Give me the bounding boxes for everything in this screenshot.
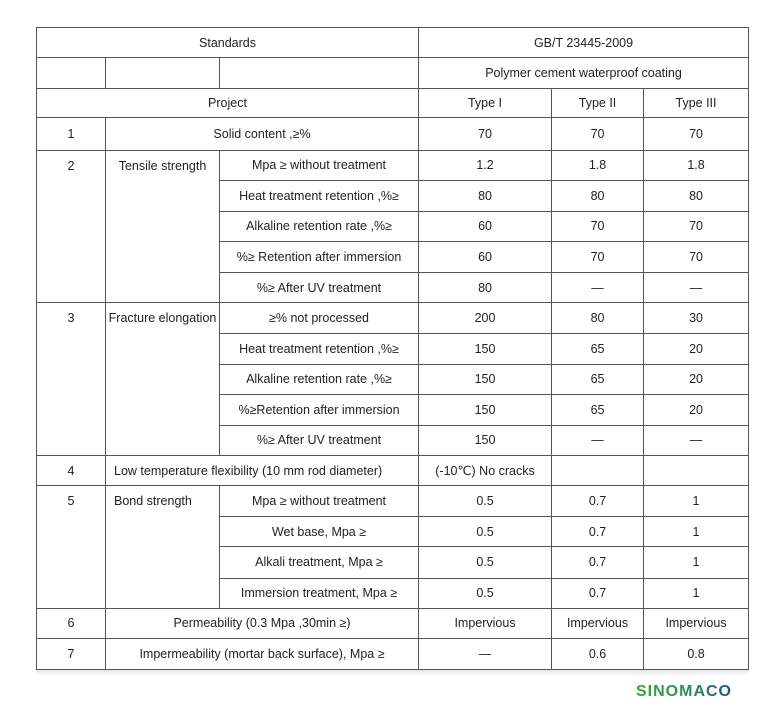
- value-cell: 0.7: [552, 517, 644, 547]
- condition-cell: Heat treatment retention ,%≥: [220, 180, 419, 211]
- row-number: 5: [37, 486, 106, 609]
- empty-cell: [37, 58, 106, 89]
- condition-cell: Immersion treatment, Mpa ≥: [220, 578, 419, 608]
- value-cell: —: [644, 273, 749, 303]
- value-cell: 80: [552, 180, 644, 211]
- condition-cell: Alkali treatment, Mpa ≥: [220, 547, 419, 578]
- value-cell: (-10℃) No cracks: [419, 455, 552, 485]
- logo-text: SINOMACO: [636, 683, 732, 700]
- group-name: Fracture elongation: [106, 303, 220, 456]
- table-row: [37, 150, 749, 180]
- empty-cell: [552, 455, 644, 485]
- value-cell: 65: [552, 364, 644, 394]
- standard-code: GB/T 23445-2009: [419, 28, 749, 58]
- value-cell: 150: [419, 364, 552, 394]
- standards-label: Standards: [37, 28, 419, 58]
- value-cell: 20: [644, 394, 749, 425]
- empty-cell: [220, 58, 419, 89]
- product-name: Polymer cement waterproof coating: [419, 58, 749, 89]
- project-label: Project: [37, 89, 419, 118]
- condition-cell: Alkaline retention rate ,%≥: [220, 211, 419, 241]
- sinomaco-logo: [626, 680, 742, 700]
- value-cell: 150: [419, 425, 552, 455]
- table-row: [37, 608, 749, 638]
- condition-cell: Mpa ≥ without treatment: [220, 486, 419, 517]
- value-cell: 80: [552, 303, 644, 334]
- value-cell: 150: [419, 334, 552, 364]
- value-cell: 80: [419, 180, 552, 211]
- value-cell: 30: [644, 303, 749, 334]
- value-cell: 0.5: [419, 578, 552, 608]
- condition-cell: %≥ Retention after immersion: [220, 241, 419, 272]
- value-cell: 0.7: [552, 578, 644, 608]
- row-number: 4: [37, 455, 106, 485]
- value-cell: —: [552, 273, 644, 303]
- value-cell: 80: [419, 273, 552, 303]
- item-name: Permeability (0.3 Mpa ,30min ≥): [106, 608, 419, 638]
- value-cell: 65: [552, 334, 644, 364]
- empty-cell: [106, 58, 220, 89]
- value-cell: 0.7: [552, 486, 644, 517]
- value-cell: 200: [419, 303, 552, 334]
- value-cell: 0.5: [419, 486, 552, 517]
- table-shadow: [36, 670, 748, 676]
- value-cell: 1: [644, 547, 749, 578]
- condition-cell: %≥ After UV treatment: [220, 273, 419, 303]
- condition-cell: Alkaline retention rate ,%≥: [220, 364, 419, 394]
- type-header: Type II: [552, 89, 644, 118]
- value-cell: 60: [419, 241, 552, 272]
- value-cell: 60: [419, 211, 552, 241]
- value-cell: 70: [419, 118, 552, 150]
- value-cell: 1: [644, 517, 749, 547]
- condition-cell: Heat treatment retention ,%≥: [220, 334, 419, 364]
- row-number: 6: [37, 608, 106, 638]
- value-cell: 0.6: [552, 638, 644, 669]
- condition-cell: Mpa ≥ without treatment: [220, 150, 419, 180]
- value-cell: 1: [644, 486, 749, 517]
- value-cell: 1: [644, 578, 749, 608]
- value-cell: 1.8: [644, 150, 749, 180]
- value-cell: —: [552, 425, 644, 455]
- value-cell: Impervious: [644, 608, 749, 638]
- value-cell: Impervious: [552, 608, 644, 638]
- value-cell: 70: [552, 211, 644, 241]
- empty-cell: [644, 455, 749, 485]
- item-name: Impermeability (mortar back surface), Mpa ≥: [106, 638, 419, 669]
- row-number: 2: [37, 150, 106, 303]
- value-cell: 80: [644, 180, 749, 211]
- value-cell: 0.8: [644, 638, 749, 669]
- type-header: Type I: [419, 89, 552, 118]
- table-row: [37, 455, 749, 485]
- table-row: [37, 118, 749, 150]
- value-cell: 70: [644, 211, 749, 241]
- value-cell: 20: [644, 334, 749, 364]
- condition-cell: %≥Retention after immersion: [220, 394, 419, 425]
- value-cell: —: [419, 638, 552, 669]
- value-cell: 0.5: [419, 547, 552, 578]
- table-row: [37, 638, 749, 669]
- value-cell: Impervious: [419, 608, 552, 638]
- value-cell: 70: [644, 241, 749, 272]
- item-name: Low temperature flexibility (10 mm rod diameter): [106, 455, 419, 485]
- condition-cell: %≥ After UV treatment: [220, 425, 419, 455]
- row-number: 3: [37, 303, 106, 456]
- row-number: 7: [37, 638, 106, 669]
- table-row: [37, 303, 749, 334]
- specification-table: [36, 27, 749, 670]
- value-cell: 70: [644, 118, 749, 150]
- value-cell: —: [644, 425, 749, 455]
- value-cell: 65: [552, 394, 644, 425]
- value-cell: 0.5: [419, 517, 552, 547]
- group-name: Bond strength: [106, 486, 220, 609]
- value-cell: 20: [644, 364, 749, 394]
- value-cell: 0.7: [552, 547, 644, 578]
- condition-cell: ≥% not processed: [220, 303, 419, 334]
- group-name: Tensile strength: [106, 150, 220, 303]
- table-row: [37, 486, 749, 517]
- value-cell: 70: [552, 118, 644, 150]
- value-cell: 1.8: [552, 150, 644, 180]
- condition-cell: Wet base, Mpa ≥: [220, 517, 419, 547]
- type-header: Type III: [644, 89, 749, 118]
- item-name: Solid content ,≥%: [106, 118, 419, 150]
- value-cell: 1.2: [419, 150, 552, 180]
- value-cell: 150: [419, 394, 552, 425]
- row-number: 1: [37, 118, 106, 150]
- value-cell: 70: [552, 241, 644, 272]
